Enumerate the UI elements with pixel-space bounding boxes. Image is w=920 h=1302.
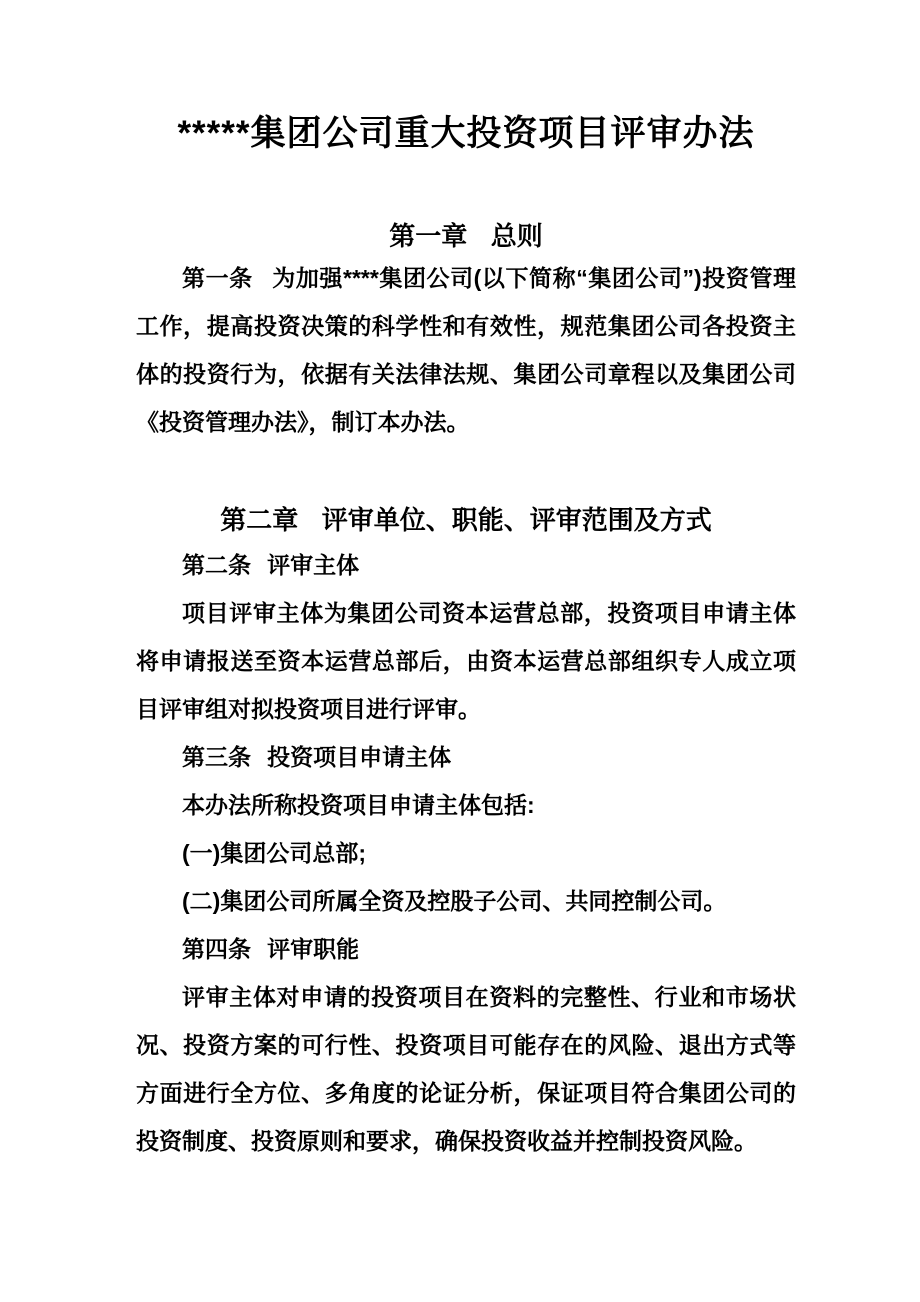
chapter-2-heading	[136, 502, 796, 538]
chapter-1-title: 总则	[490, 221, 543, 251]
article-4-heading	[136, 925, 796, 973]
chapter-2-title: 评审单位、职能、评审范围及方式	[321, 505, 712, 535]
document-title: *****集团公司重大投资项目评审办法	[177, 114, 755, 153]
article-4-title: 评审职能	[267, 936, 360, 962]
article-2-title: 评审主体	[267, 552, 360, 578]
article-3-list-item-1: (一)集团公司总部;	[182, 840, 366, 866]
article-3-list-item-2: (二)集团公司所属全资及控股子公司、共同控制公司。	[182, 888, 727, 914]
article-3-heading	[136, 733, 796, 781]
article-3-paragraph-intro: 本办法所称投资项目申请主体包括:	[182, 792, 535, 818]
article-3-title: 投资项目申请主体	[267, 744, 452, 770]
article-2-paragraph: 项目评审主体为集团公司资本运营总部，投资项目申请主体将申请报送至资本运营总部后，由资本运营总部组织专人成立项目评审组对拟投资项目进行评审。	[136, 600, 796, 722]
chapter-1-heading	[136, 218, 796, 254]
article-4-paragraph: 评审主体对申请的投资项目在资料的完整性、行业和市场状况、投资方案的可行性、投资项目可能存在的风险、退出方式等方面进行全方位、多角度的论证分析，保证项目符合集团公司的投资制度、投资原则和要求，确保投资收益并控制投资风险。	[136, 984, 796, 1154]
chapter-1-label: 第一章	[389, 221, 468, 251]
article-1-text: 为加强****集团公司(以下简称“集团公司”)投资管理工作，提高投资决策的科学性和有效性，规范集团公司各投资主体的投资行为，依据有关法律法规、集团公司章程以及集团公司《投资管理办法》，制订本办法。	[136, 265, 797, 435]
article-4-label: 第四条	[182, 936, 251, 962]
article-2-label: 第二条	[182, 552, 251, 578]
article-1-label: 第一条	[182, 265, 253, 291]
article-1-paragraph	[136, 254, 796, 446]
chapter-2-label: 第二章	[220, 505, 299, 535]
article-2-heading	[136, 541, 796, 589]
chapter-2-articles	[136, 541, 796, 1165]
article-3-label: 第三条	[182, 744, 251, 770]
